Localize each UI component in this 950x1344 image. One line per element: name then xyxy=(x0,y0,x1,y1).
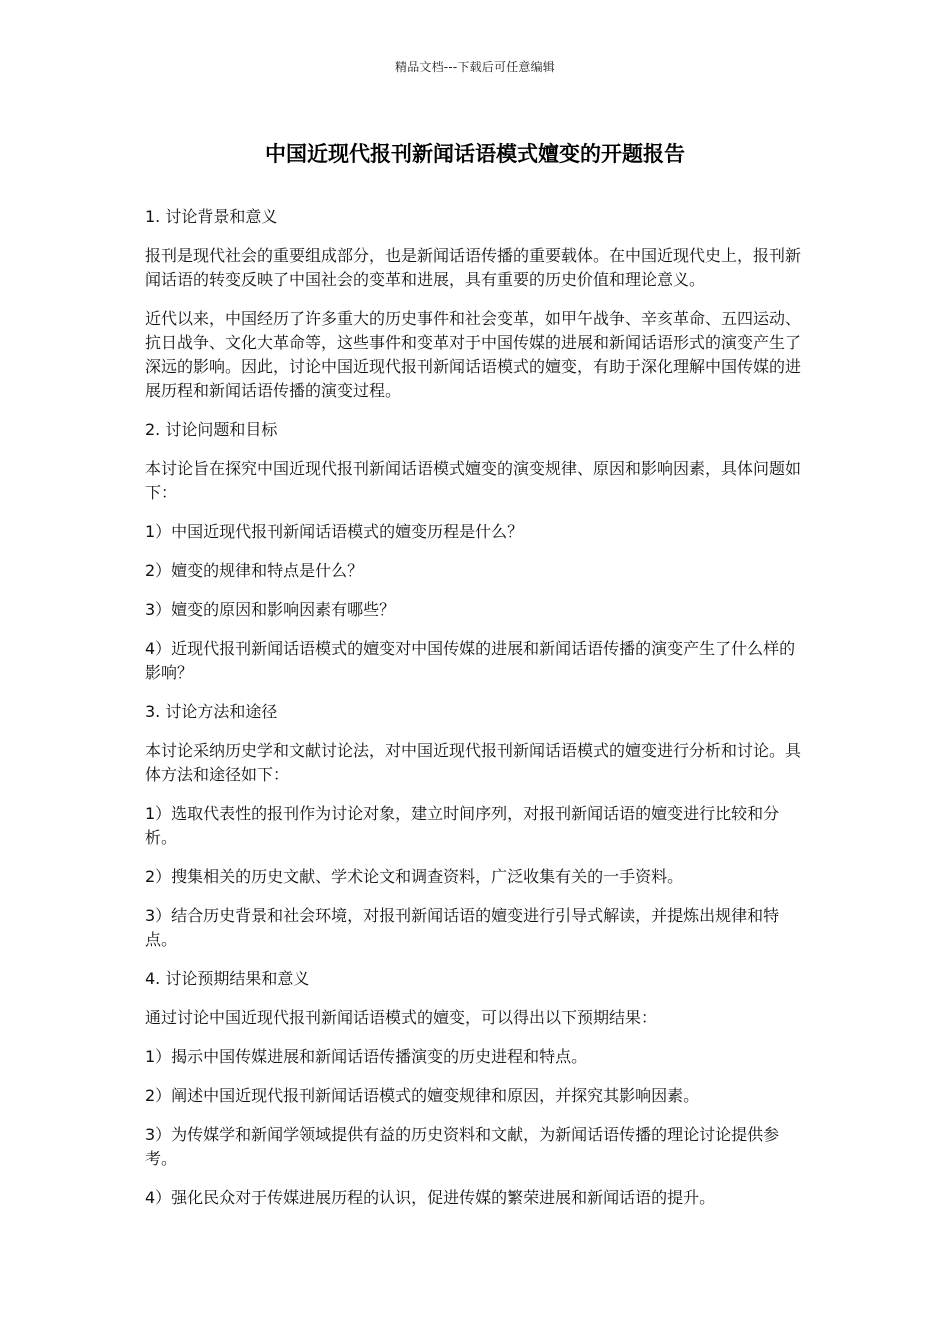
document-body xyxy=(145,205,810,1225)
list-item: 2）阐述中国近现代报刊新闻话语模式的嬗变规律和原因，并探究其影响因素。 xyxy=(145,1086,700,1105)
section-heading-background: 1. 讨论背景和意义 xyxy=(145,207,278,226)
section-heading-questions: 2. 讨论问题和目标 xyxy=(145,420,278,439)
paragraph: 通过讨论中国近现代报刊新闻话语模式的嬗变，可以得出以下预期结果： xyxy=(145,1008,658,1027)
list-item: 3）嬗变的原因和影响因素有哪些？ xyxy=(145,600,396,619)
document-title: 中国近现代报刊新闻话语模式嬗变的开题报告 xyxy=(265,142,685,166)
list-item: 1）揭示中国传媒进展和新闻话语传播演变的历史进程和特点。 xyxy=(145,1047,588,1066)
section-heading-results: 4. 讨论预期结果和意义 xyxy=(145,969,310,988)
list-item: 2）搜集相关的历史文献、学术论文和调查资料，广泛收集有关的一手资料。 xyxy=(145,867,684,886)
list-item: 2）嬗变的规律和特点是什么？ xyxy=(145,561,364,580)
section-heading-methods: 3. 讨论方法和途径 xyxy=(145,702,278,721)
paragraph: 报刊是现代社会的重要组成部分，也是新闻话语传播的重要载体。在中国近现代史上，报刊新闻话语的转变反映了中国社会的变革和进展，具有重要的历史价值和理论意义。 xyxy=(145,246,802,289)
paragraph: 近代以来，中国经历了许多重大的历史事件和社会变革，如甲午战争、辛亥革命、五四运动、抗日战争、文化大革命等，这些事件和变革对于中国传媒的进展和新闻话语形式的演变产生了深远的影响。因此，讨论中国近现代报刊新闻话语模式的嬗变，有助于深化理解中国传媒的进展历程和新闻话语传播的演变过程。 xyxy=(145,309,802,400)
paragraph: 本讨论旨在探究中国近现代报刊新闻话语模式嬗变的演变规律、原因和影响因素，具体问题如下： xyxy=(145,459,802,502)
list-item: 3）结合历史背景和社会环境，对报刊新闻话语的嬗变进行引导式解读，并提炼出规律和特点。 xyxy=(145,906,780,949)
paragraph: 本讨论采纳历史学和文献讨论法，对中国近现代报刊新闻话语模式的嬗变进行分析和讨论。具体方法和途径如下： xyxy=(145,741,802,784)
page-header: 精品文档---下载后可任意编辑 xyxy=(395,60,555,74)
list-item: 1）中国近现代报刊新闻话语模式的嬗变历程是什么？ xyxy=(145,522,524,541)
list-item: 4）强化民众对于传媒进展历程的认识，促进传媒的繁荣进展和新闻话语的提升。 xyxy=(145,1188,716,1207)
list-item: 1）选取代表性的报刊作为讨论对象，建立时间序列，对报刊新闻话语的嬗变进行比较和分析。 xyxy=(145,804,780,847)
list-item: 4）近现代报刊新闻话语模式的嬗变对中国传媒的进展和新闻话语传播的演变产生了什么样的影响？ xyxy=(145,639,796,682)
list-item: 3）为传媒学和新闻学领域提供有益的历史资料和文献，为新闻话语传播的理论讨论提供参考。 xyxy=(145,1125,780,1168)
